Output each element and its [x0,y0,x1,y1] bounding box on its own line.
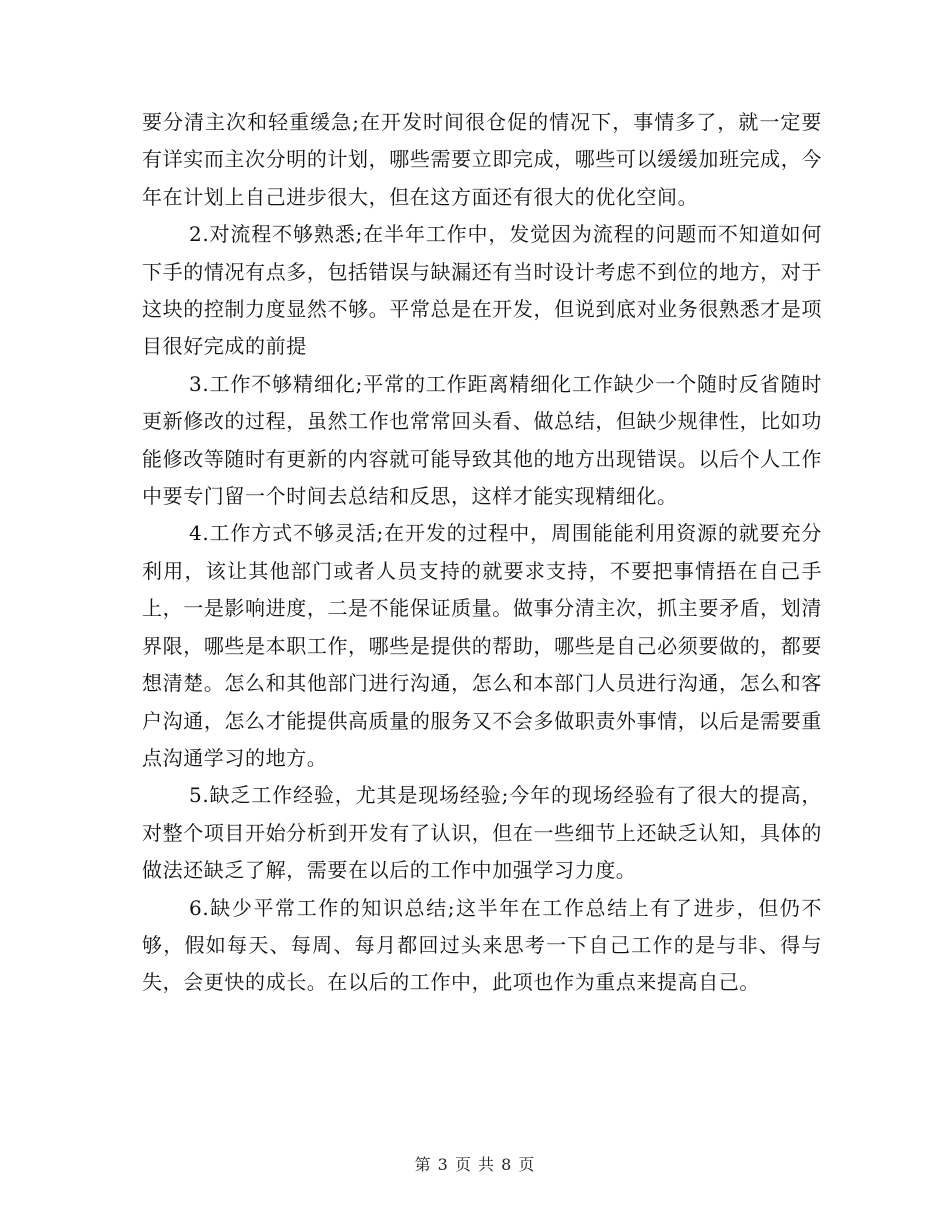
paragraph-item-6: 6.缺少平常工作的知识总结;这半年在工作总结上有了进步，但仍不够，假如每天、每周、每月都回过头来思考一下自己工作的是与非、得与失，会更快的成长。在以后的工作中，此项也作为重点来提高自己。 [142,895,822,995]
paragraph-item-5: 5.缺乏工作经验，尤其是现场经验;今年的现场经验有了很大的提高，对整个项目开始分析到开发有了认识，但在一些细节上还缺乏认知，具体的做法还缺乏了解，需要在以后的工作中加强学习力度。 [142,783,822,883]
paragraph-continued: 要分清主次和轻重缓急;在开发时间很仓促的情况下，事情多了，就一定要有详实而主次分明的计划，哪些需要立即完成，哪些可以缓缓加班完成，今年在计划上自己进步很大，但在这方面还有很大的优化空间。 [142,110,822,209]
paragraph-item-3: 3.工作不够精细化;平常的工作距离精细化工作缺少一个随时反省随时更新修改的过程，虽然工作也常常回头看、做总结，但缺少规律性，比如功能修改等随时有更新的内容就可能导致其他的地方出现错误。以后个人工作中要专门留一个时间去总结和反思，这样才能实现精细化。 [142,371,822,509]
paragraph-item-2: 2.对流程不够熟悉;在半年工作中，发觉因为流程的问题而不知道如何下手的情况有点多，包括错误与缺漏还有当时设计考虑不到位的地方，对于这块的控制力度显然不够。平常总是在开发，但说到底对业务很熟悉才是项目很好完成的前提 [142,222,822,359]
document-body [142,104,822,1002]
page-number-footer: 第 3 页 共 8 页 [414,1155,536,1174]
paragraph-item-4: 4.工作方式不够灵活;在开发的过程中，周围能能利用资源的就要充分利用，该让其他部门或者人员支持的就要求支持，不要把事情捂在自己手上，一是影响进度，二是不能保证质量。做事分清主次，抓主要矛盾，划清界限，哪些是本职工作，哪些是提供的帮助，哪些是自己必须要做的，都要想清楚。怎么和其他部门进行沟通，怎么和本部门人员进行沟通，怎么和客户沟通，怎么才能提供高质量的服务又不会多做职责外事情，以后是需要重点沟通学习的地方。 [142,521,822,770]
